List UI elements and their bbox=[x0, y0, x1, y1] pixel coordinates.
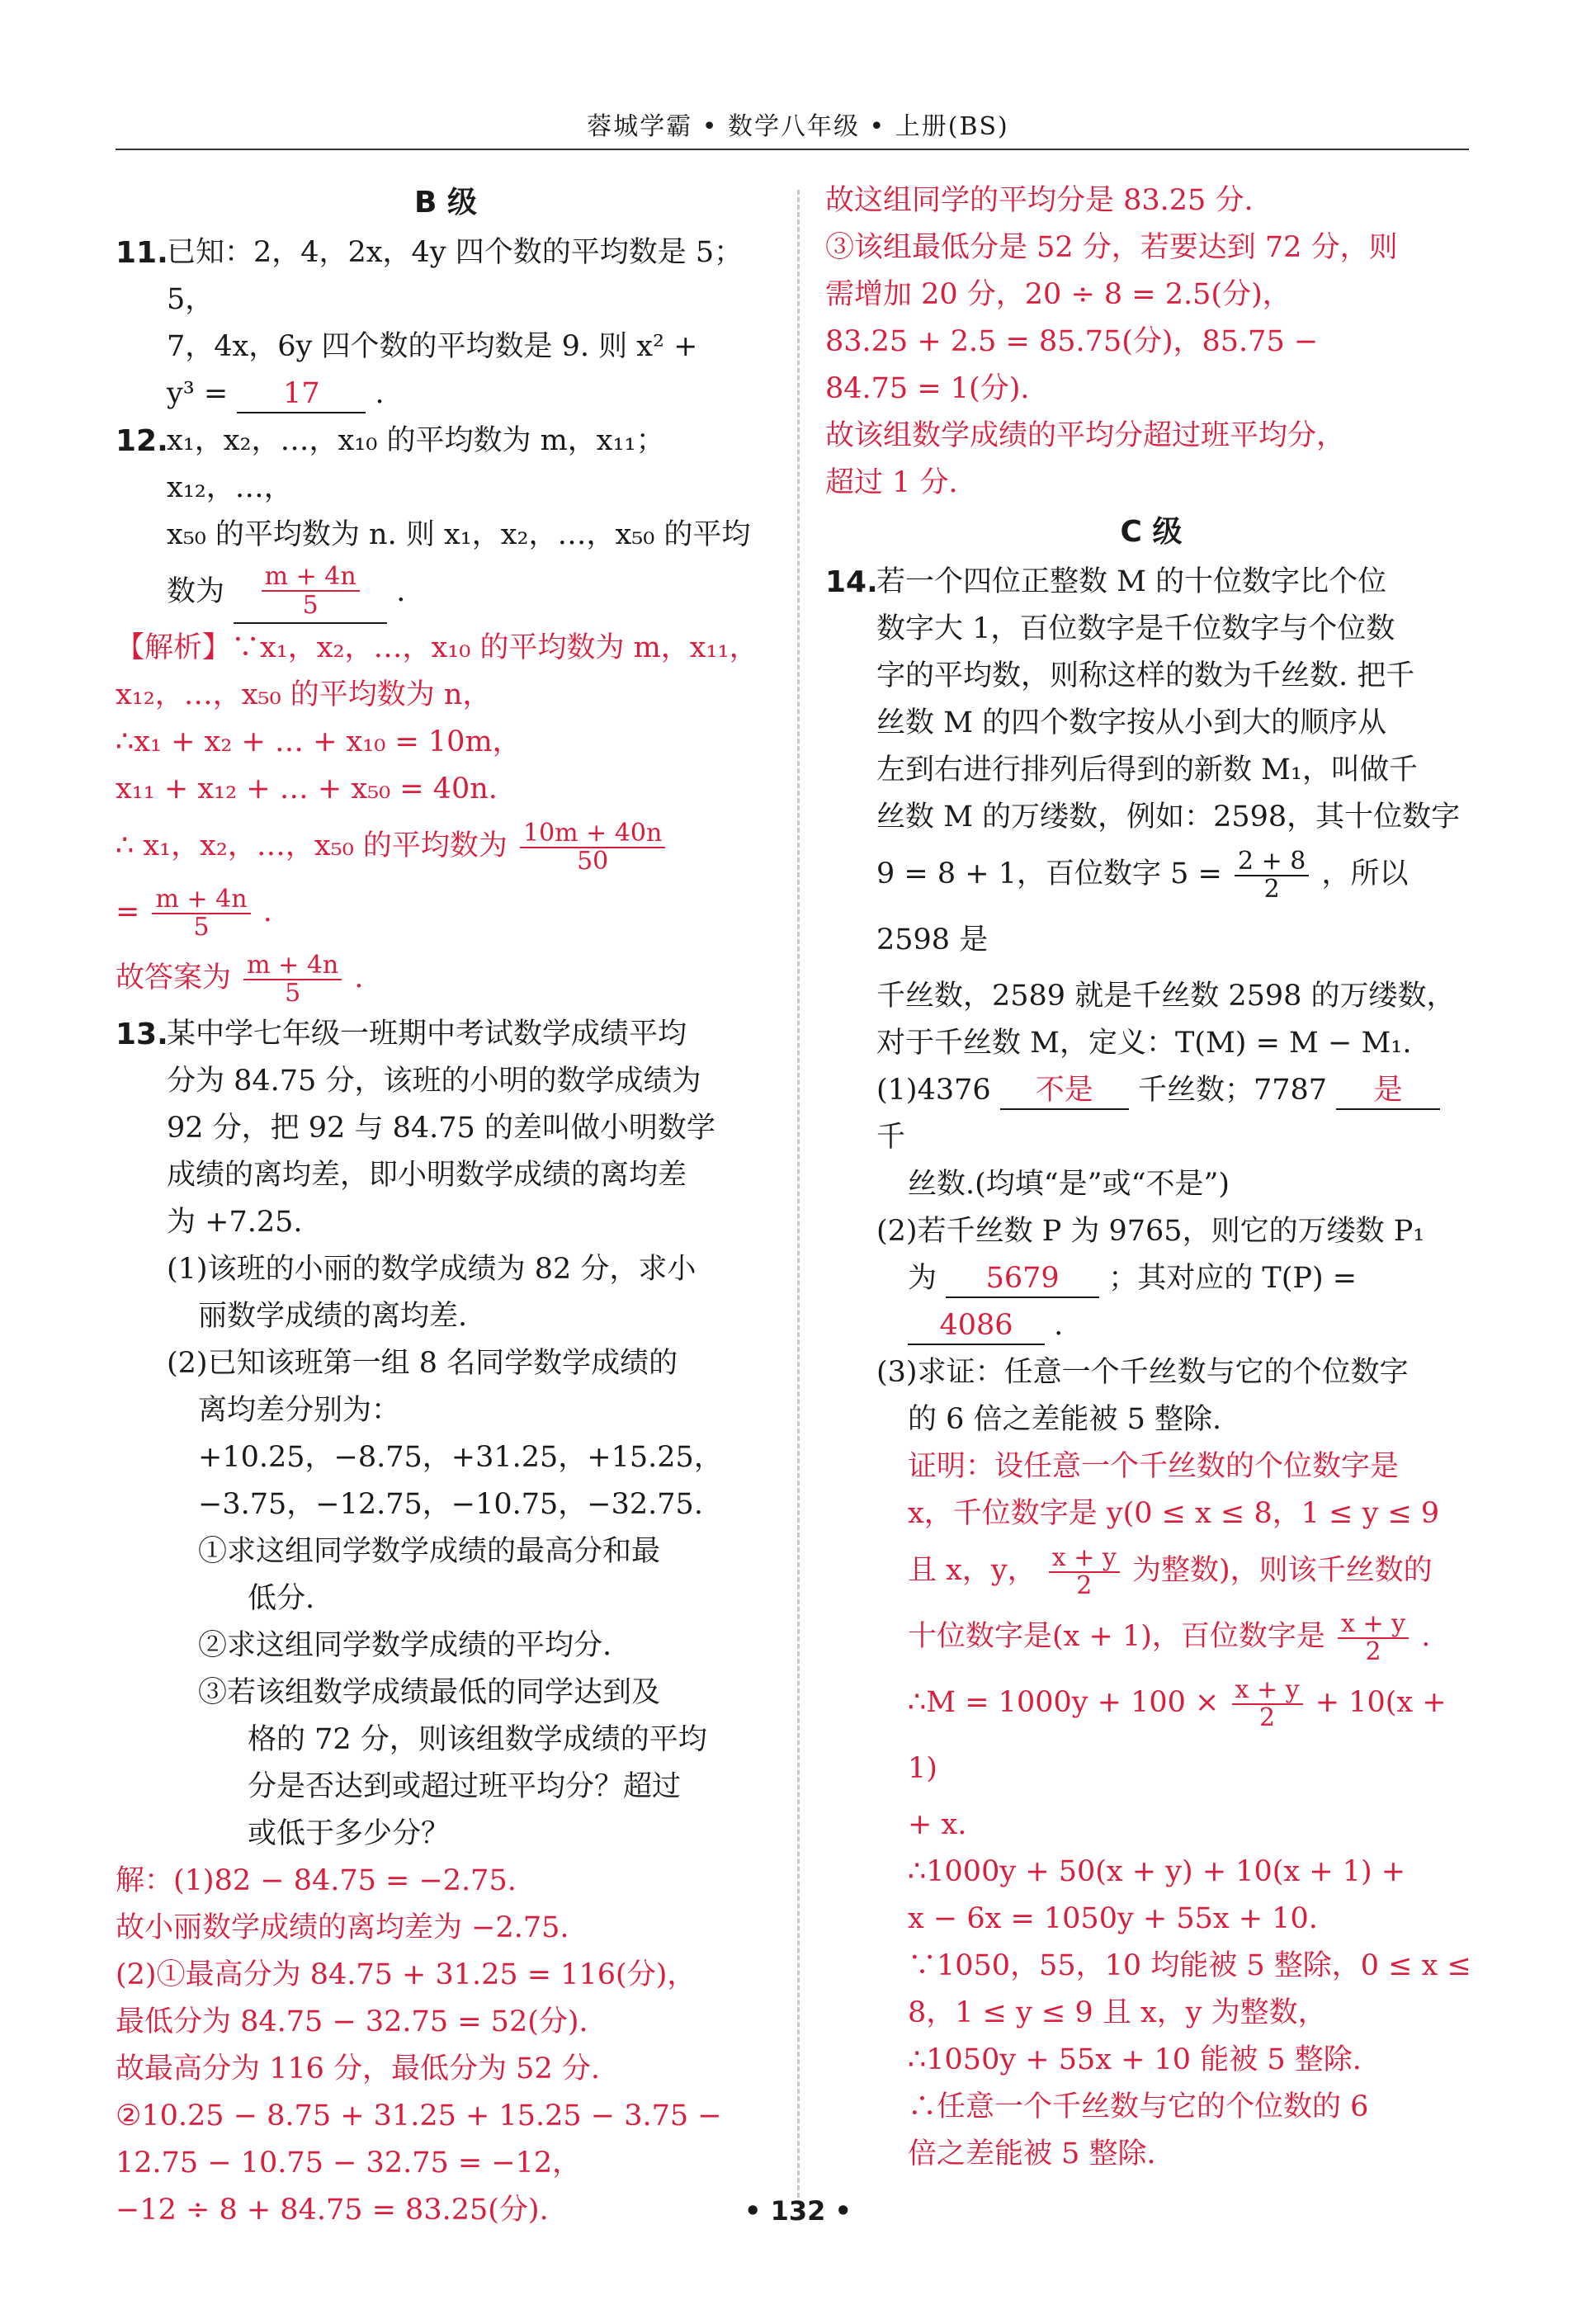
question-number: 14. bbox=[825, 565, 878, 599]
solution-line: 故小丽数学成绩的离均差为 −2.75. bbox=[116, 1911, 569, 1944]
q14-part1 bbox=[825, 1067, 1477, 1161]
fraction bbox=[520, 820, 665, 874]
page-header: 蓉城学霸 • 数学八年级 • 上册(BS) bbox=[587, 112, 1009, 141]
q13-subpart: 或低于多少分？ bbox=[248, 1817, 451, 1850]
solution-text: 且 x，y， bbox=[908, 1554, 1036, 1587]
solution-text: + 10(x + 1) bbox=[908, 1686, 1447, 1785]
q14-text: ，所以 2598 是 bbox=[876, 857, 1409, 956]
solution-line: ∴任意一个千丝数与它的个位数的 6 bbox=[908, 2090, 1369, 2123]
q14-text: . bbox=[1054, 1309, 1064, 1342]
q13-line: 成绩的离均差，即小明数学成绩的离均差 bbox=[167, 1159, 687, 1192]
solution-line: (2)①最高分为 84.75 + 31.25 = 116(分)， bbox=[116, 1958, 696, 1991]
question-13 bbox=[116, 1011, 776, 1246]
solution-line: 83.25 + 2.5 = 85.75(分)，85.75 − bbox=[825, 325, 1319, 358]
q13-subpart: ②求这组同学数学成绩的平均分. bbox=[198, 1629, 612, 1662]
fraction-denominator: 5 bbox=[193, 912, 210, 942]
q14-text: 为 bbox=[908, 1262, 937, 1295]
solution-line: −12 ÷ 8 + 84.75 = 83.25(分). bbox=[116, 2194, 549, 2227]
fraction-numerator: x + y bbox=[1232, 1677, 1303, 1705]
q14-line bbox=[876, 841, 1477, 973]
solution-text: = bbox=[116, 895, 140, 928]
solution-line: ∴1050y + 55x + 10 能被 5 整除. bbox=[908, 2043, 1362, 2076]
solution-line: x₁₂，…，x₅₀ 的平均数为 n， bbox=[116, 678, 492, 711]
solution-line: 故最高分为 116 分，最低分为 52 分. bbox=[116, 2052, 600, 2085]
fraction-numerator: 10m + 40n bbox=[520, 820, 665, 848]
q11-line: 7，4x，6y 四个数的平均数是 9. 则 x² + bbox=[167, 330, 698, 363]
q14-line: 丝数 M 的万缕数，例如：2598，其十位数字 bbox=[876, 801, 1461, 834]
q13-line: 92 分，把 92 与 84.75 的差叫做小明数学 bbox=[167, 1112, 715, 1145]
left-column bbox=[116, 177, 776, 2234]
q11-text: . bbox=[375, 377, 385, 410]
q13-line: 分为 84.75 分，该班的小明的数学成绩为 bbox=[167, 1065, 701, 1098]
solution-line: 需增加 20 分，20 ÷ 8 = 2.5(分)， bbox=[825, 278, 1291, 311]
q14-line: 字的平均数，则称这样的数为千丝数. 把千 bbox=[876, 659, 1415, 692]
solution-line: 最低分为 84.75 − 32.75 = 52(分). bbox=[116, 2005, 588, 2038]
q14-line: 千丝数，2589 就是千丝数 2598 的万缕数， bbox=[876, 980, 1456, 1013]
q14-answer: 5679 bbox=[946, 1260, 1099, 1298]
q13-part2: 离均差分别为： bbox=[198, 1394, 401, 1427]
question-12 bbox=[116, 418, 776, 625]
solution-line: x₁₁ + x₁₂ + … + x₅₀ = 40n. bbox=[116, 772, 498, 805]
solution-line bbox=[116, 813, 776, 879]
solution-line: 故该组数学成绩的平均分超过班平均分， bbox=[825, 419, 1346, 452]
solution-line: 【解析】∵x₁，x₂，…，x₁₀ 的平均数为 m，x₁₁， bbox=[116, 631, 758, 664]
solution-text: . bbox=[262, 895, 272, 928]
q12-answer bbox=[234, 563, 387, 624]
q13-line: 某中学七年级一班期中考试数学成绩平均 bbox=[167, 1018, 687, 1051]
question-number: 11. bbox=[116, 236, 168, 270]
q13-line: 为 +7.25. bbox=[167, 1206, 303, 1239]
question-14 bbox=[825, 559, 1477, 1067]
q14-answer: 4086 bbox=[908, 1307, 1045, 1345]
fraction-numerator: m + 4n bbox=[262, 563, 360, 592]
q12-solution bbox=[116, 625, 776, 1011]
solution-line: 84.75 = 1(分). bbox=[825, 372, 1030, 405]
fraction bbox=[1235, 848, 1309, 902]
fraction-denominator: 2 bbox=[1263, 874, 1280, 904]
q14-answer: 不是 bbox=[1000, 1072, 1129, 1110]
solution-line: ③该组最低分是 52 分，若要达到 72 分，则 bbox=[825, 231, 1398, 264]
level-b-heading: B 级 bbox=[414, 186, 477, 220]
solution-line: x − 6x = 1050y + 55x + 10. bbox=[908, 1902, 1318, 1935]
q12-text: . bbox=[396, 575, 406, 608]
solution-line bbox=[908, 1670, 1477, 1802]
solution-line bbox=[116, 879, 776, 945]
q14-text: (1)4376 bbox=[876, 1074, 991, 1107]
q14-part2: (2)若千丝数 P 为 9765，则它的万缕数 P₁ bbox=[876, 1215, 1425, 1248]
q12-line: x₁，x₂，…，x₁₀ 的平均数为 m，x₁₁；x₁₂，…， bbox=[167, 424, 665, 504]
solution-line: x，千位数字是 y(0 ≤ x ≤ 8，1 ≤ y ≤ 9 bbox=[908, 1497, 1440, 1530]
q11-text: y³ = bbox=[167, 377, 229, 410]
q14-line: 左到右进行排列后得到的新数 M₁，叫做千 bbox=[876, 753, 1418, 786]
q13-subpart: ③若该组数学成绩最低的同学达到及 bbox=[198, 1676, 661, 1709]
solution-line: ∴x₁ + x₂ + … + x₁₀ = 10m， bbox=[116, 725, 522, 758]
q14-line: 若一个四位正整数 M 的十位数字比个位 bbox=[876, 565, 1387, 598]
solution-line: 故这组同学的平均分是 83.25 分. bbox=[825, 184, 1254, 217]
q13-solution bbox=[116, 1858, 776, 2234]
q12-line: x₅₀ 的平均数为 n. 则 x₁，x₂，…，x₅₀ 的平均 bbox=[167, 518, 751, 551]
q11-answer: 17 bbox=[237, 375, 366, 413]
q13-solution-continued bbox=[825, 177, 1477, 507]
solution-text: ∴ x₁，x₂，…，x₅₀ 的平均数为 bbox=[116, 829, 508, 862]
fraction-numerator: m + 4n bbox=[152, 886, 250, 914]
q11-line: 已知：2，4，2x，4y 四个数的平均数是 5；5， bbox=[167, 236, 744, 316]
q13-part1: 丽数学成绩的离均差. bbox=[198, 1300, 468, 1333]
q14-part2 bbox=[825, 1302, 1477, 1349]
q14-part2 bbox=[825, 1255, 1477, 1302]
fraction-numerator: x + y bbox=[1338, 1611, 1409, 1639]
solution-text: 故答案为 bbox=[116, 961, 232, 994]
q13-part2: (2)已知该班第一组 8 名同学数学成绩的 bbox=[167, 1347, 678, 1380]
solution-line: 倍之差能被 5 整除. bbox=[908, 2137, 1156, 2170]
fraction-denominator: 2 bbox=[1365, 1637, 1381, 1666]
fraction-denominator: 50 bbox=[577, 846, 609, 876]
fraction-denominator: 5 bbox=[285, 978, 301, 1008]
q13-subpart: ①求这组同学数学成绩的最高分和最 bbox=[198, 1535, 661, 1568]
solution-text: . bbox=[1421, 1620, 1431, 1653]
q14-part1: 丝数.(均填“是”或“不是”) bbox=[908, 1168, 1230, 1201]
fraction bbox=[152, 886, 250, 940]
q13-subpart: 分是否达到或超过班平均分？超过 bbox=[248, 1770, 682, 1803]
fraction-denominator: 5 bbox=[302, 590, 319, 620]
column-divider bbox=[797, 190, 800, 2220]
page-number: • 132 • bbox=[744, 2195, 852, 2227]
q14-line: 数字大 1，百位数字是千位数字与个位数 bbox=[876, 612, 1395, 645]
q13-part2: +10.25，−8.75，+31.25，+15.25， bbox=[198, 1441, 723, 1474]
level-c-heading: C 级 bbox=[1120, 515, 1183, 549]
fraction bbox=[1338, 1611, 1409, 1665]
solution-line: ∴1000y + 50(x + y) + 10(x + 1) + bbox=[908, 1855, 1406, 1888]
solution-line: 12.75 − 10.75 − 32.75 = −12， bbox=[116, 2147, 582, 2180]
header-rule bbox=[116, 149, 1469, 150]
solution-line: 解：(1)82 − 84.75 = −2.75. bbox=[116, 1864, 517, 1897]
q14-text: 千丝数；7787 bbox=[1137, 1074, 1328, 1107]
q14-text: 千 bbox=[876, 1121, 906, 1154]
solution-line: 超过 1 分. bbox=[825, 466, 958, 499]
q14-part3: 的 6 倍之差能被 5 整除. bbox=[908, 1403, 1222, 1436]
solution-text: ∴M = 1000y + 100 × bbox=[908, 1686, 1220, 1719]
solution-line: ∵1050，55，10 均能被 5 整除，0 ≤ x ≤ bbox=[908, 1949, 1471, 1982]
fraction-numerator: m + 4n bbox=[243, 952, 342, 980]
q12-line bbox=[167, 559, 776, 625]
question-number: 12. bbox=[116, 424, 168, 458]
q12-text: 数为 bbox=[167, 575, 225, 608]
solution-line bbox=[116, 945, 776, 1011]
solution-line bbox=[908, 1603, 1477, 1670]
fraction-numerator: x + y bbox=[1049, 1545, 1120, 1573]
q11-line bbox=[167, 371, 776, 418]
q14-solution bbox=[825, 1443, 1477, 2178]
q13-subpart: 格的 72 分，则该组数学成绩的平均 bbox=[248, 1723, 707, 1756]
q13-part1: (1)该班的小丽的数学成绩为 82 分，求小 bbox=[167, 1253, 696, 1286]
q14-answer: 是 bbox=[1336, 1072, 1440, 1110]
solution-text: 为整数)，则该千丝数的 bbox=[1132, 1554, 1433, 1587]
q14-line: 丝数 M 的四个数字按从小到大的顺序从 bbox=[876, 706, 1387, 739]
fraction bbox=[1049, 1545, 1120, 1599]
question-11 bbox=[116, 229, 776, 418]
q14-part3: (3)求证：任意一个千丝数与它的个位数字 bbox=[876, 1356, 1409, 1389]
solution-line: ②10.25 − 8.75 + 31.25 + 15.25 − 3.75 − bbox=[116, 2099, 722, 2132]
fraction-denominator: 2 bbox=[1259, 1703, 1276, 1732]
fraction bbox=[243, 952, 342, 1006]
q14-line: 对于千丝数 M，定义：T(M) = M − M₁. bbox=[876, 1027, 1412, 1060]
fraction-numerator: 2 + 8 bbox=[1235, 848, 1309, 876]
q13-part2: −3.75，−12.75，−10.75，−32.75. bbox=[198, 1488, 703, 1521]
fraction bbox=[1232, 1677, 1303, 1731]
solution-text: . bbox=[354, 961, 364, 994]
question-number: 13. bbox=[116, 1018, 168, 1051]
q14-text: ；其对应的 T(P) = bbox=[1108, 1262, 1358, 1295]
solution-line: 8，1 ≤ y ≤ 9 且 x，y 为整数， bbox=[908, 1996, 1327, 2029]
fraction-denominator: 2 bbox=[1076, 1570, 1093, 1600]
solution-line bbox=[908, 1537, 1477, 1603]
solution-line: 证明：设任意一个千丝数的个位数字是 bbox=[908, 1450, 1400, 1483]
solution-line: + x. bbox=[908, 1808, 967, 1841]
q14-text: 9 = 8 + 1，百位数字 5 = bbox=[876, 857, 1222, 890]
solution-text: 十位数字是(x + 1)，百位数字是 bbox=[908, 1620, 1325, 1653]
q13-subpart: 低分. bbox=[248, 1582, 315, 1615]
right-column bbox=[825, 177, 1477, 2178]
